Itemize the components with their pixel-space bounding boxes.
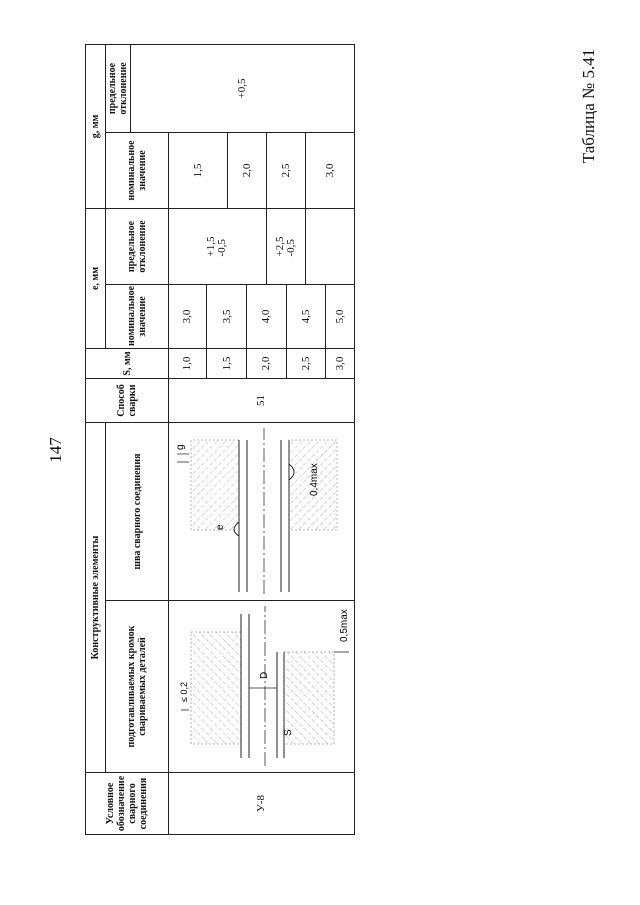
s-value-2: 1,5 <box>207 349 247 379</box>
weld-g-label: g <box>175 444 186 450</box>
weld-upper-plate <box>191 440 239 530</box>
header-e-deviation: предельное отклонение <box>106 209 169 285</box>
header-elements: Конструктивные элементы <box>86 423 106 773</box>
designation-cell: У-8 <box>169 773 355 835</box>
header-e: e, мм <box>86 209 106 349</box>
header-s: S, мм <box>86 349 169 379</box>
g-tolerance-cell: +0,5 <box>131 44 355 132</box>
weld-spec-table <box>85 44 355 835</box>
s-value-1: 1,0 <box>169 349 207 379</box>
g-nominal-3: 2,5 <box>266 133 305 209</box>
edges-max-label: 0,5max <box>339 609 350 642</box>
e-tolerance-2: +2,5 -0,5 <box>266 209 305 285</box>
g-nominal-2: 2,0 <box>227 133 266 209</box>
weld-drawing-cell <box>169 423 355 601</box>
edges-d-label: D <box>259 671 270 679</box>
e-nominal-5: 5,0 <box>326 285 355 349</box>
edges-drawing <box>169 601 351 773</box>
header-prepared-edges: подготавливаемых кромок свариваемых деталей <box>106 601 169 773</box>
s-value-4: 2,5 <box>286 349 325 379</box>
header-g-deviation: предельное отклонение <box>106 44 131 132</box>
edges-s-label: S <box>283 729 294 736</box>
header-weld-seam: шва сварного соединения <box>106 423 169 601</box>
edges-drawing-cell <box>169 601 355 773</box>
e-nominal-1: 3,0 <box>169 285 207 349</box>
header-method: Способ сварки <box>86 379 169 423</box>
weld-drawing <box>169 423 351 601</box>
e-tolerance-2b <box>306 209 355 285</box>
e-tolerance-1: +1,5 -0,5 <box>169 209 267 285</box>
g-nominal-1: 1,5 <box>169 133 228 209</box>
e-nominal-4: 4,5 <box>286 285 325 349</box>
method-cell: 51 <box>169 379 355 423</box>
g-nominal-4: 3,0 <box>306 133 355 209</box>
weld-max-label: 0,4max <box>309 463 320 496</box>
edges-gap-label: ≤ 0,2 <box>179 682 189 702</box>
header-g-nominal: номинальное значение <box>106 133 169 209</box>
s-value-5: 3,0 <box>326 349 355 379</box>
header-g: g, мм <box>86 44 106 208</box>
upper-plate <box>191 632 241 744</box>
page-number: 147 <box>46 437 65 463</box>
weld-e-label: e <box>215 524 226 530</box>
e-nominal-3: 4,0 <box>247 285 286 349</box>
header-e-nominal: номинальное значение <box>106 285 169 349</box>
s-value-3: 2,0 <box>247 349 286 379</box>
rotated-table-sheet <box>85 45 350 835</box>
table-caption: Таблица № 5.41 <box>579 48 598 164</box>
header-condition: Условное обозначение сварного соединения <box>86 773 169 835</box>
e-nominal-2: 3,5 <box>207 285 247 349</box>
